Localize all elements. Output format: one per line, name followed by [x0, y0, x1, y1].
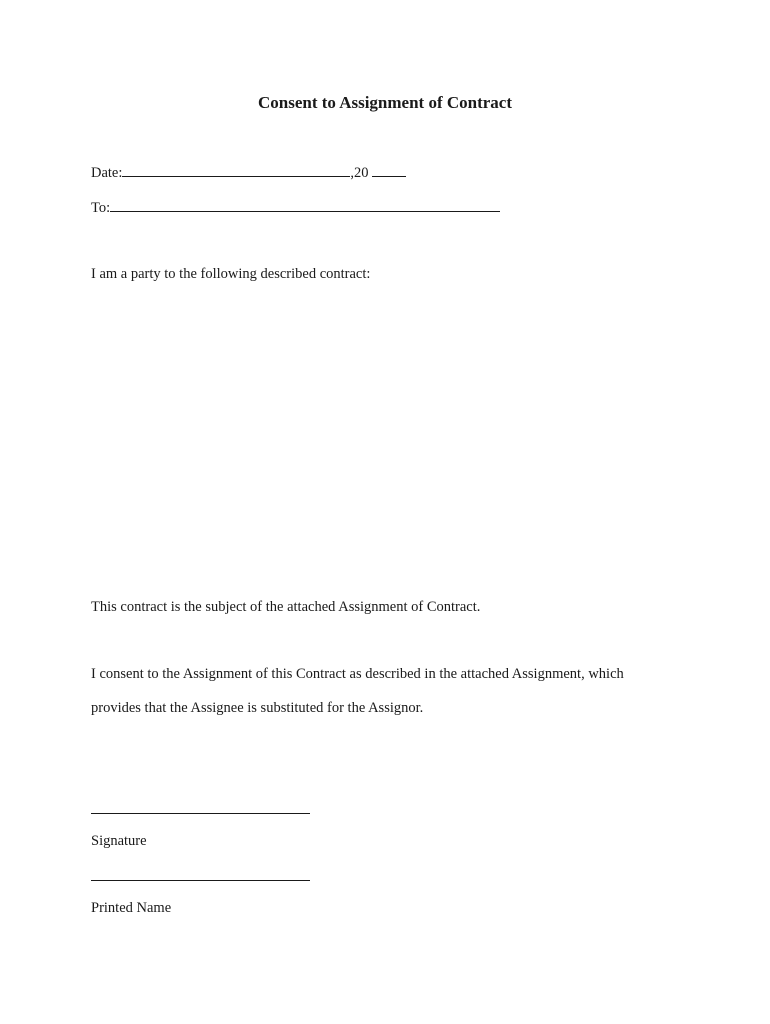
signature-label: Signature	[91, 833, 147, 849]
signature-line[interactable]	[91, 813, 310, 814]
document-title: Consent to Assignment of Contract	[257, 93, 513, 112]
to-row	[91, 199, 500, 217]
to-blank[interactable]	[110, 199, 500, 212]
to-label: To:	[91, 200, 111, 216]
year-blank[interactable]	[372, 164, 406, 177]
date-label: Date:	[91, 165, 123, 181]
date-row	[91, 164, 406, 182]
consent-line-2: provides that the Assignee is substituted for the Assignor.	[91, 700, 424, 716]
consent-line-1: I consent to the Assignment of this Contract as described in the attached Assignment, which	[91, 666, 624, 682]
subject-statement: This contract is the subject of the attached Assignment of Contract.	[91, 599, 481, 615]
printed-name-line[interactable]	[91, 880, 310, 881]
date-year-prefix: ,20	[350, 165, 369, 181]
date-blank[interactable]	[122, 164, 350, 177]
party-statement: I am a party to the following described contract:	[91, 266, 371, 282]
printed-name-label: Printed Name	[91, 900, 172, 916]
